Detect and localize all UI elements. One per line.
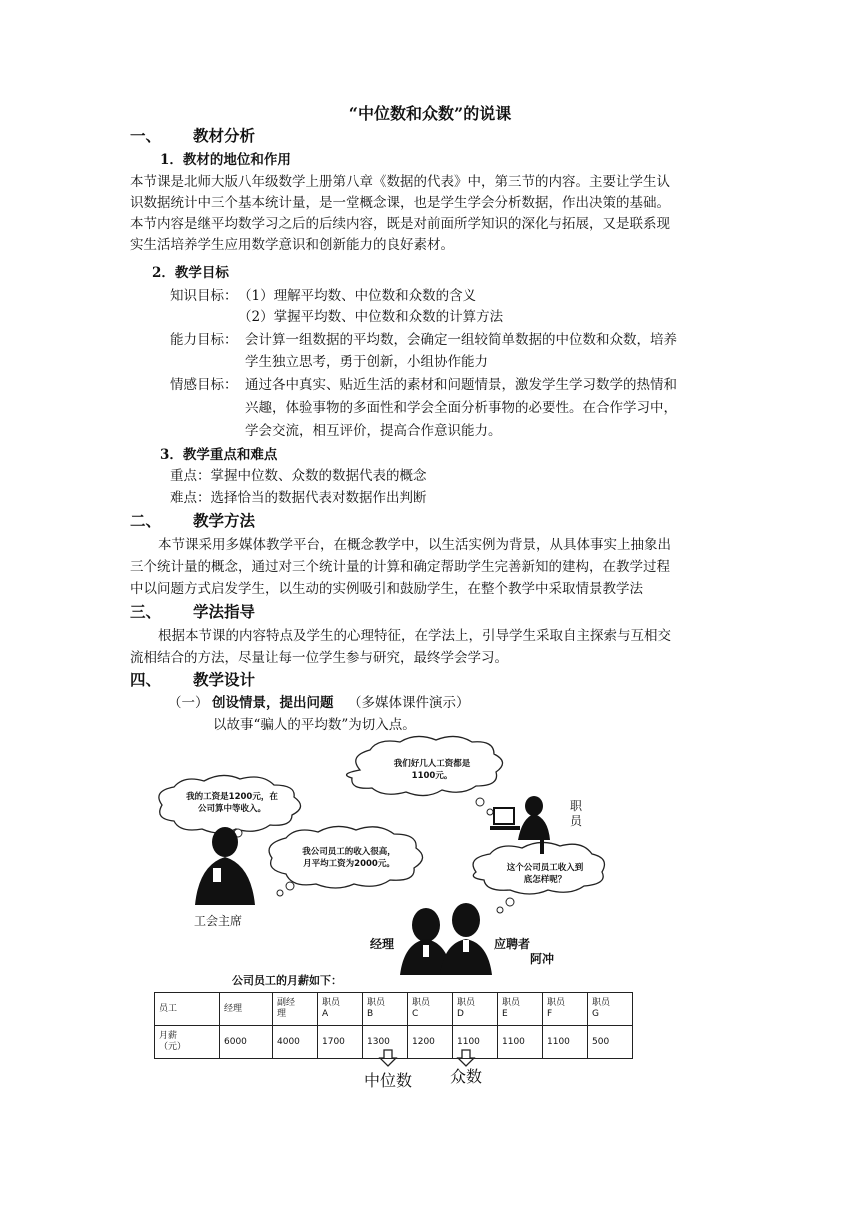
ability-goal-label: 能力目标： bbox=[170, 332, 238, 348]
mode-label: 众数 bbox=[450, 1067, 483, 1086]
section-1-number: 一、 bbox=[130, 126, 162, 145]
section-3-heading: 学法指导 bbox=[193, 602, 256, 621]
table-header-cell: 职员 D bbox=[453, 993, 498, 1026]
applicant-label: 应聘者 bbox=[494, 937, 531, 951]
applicant-speech-text: 这个公司员工收入到 底怎样呢？ bbox=[506, 863, 584, 885]
knowledge-goal-line: （1）理解平均数、中位数和众数的含义 bbox=[238, 288, 477, 304]
difficult-point: 难点：选择恰当的数据代表对数据作出判断 bbox=[170, 490, 427, 506]
paragraph-line: 本节课采用多媒体教学平台，在概念教学中，以生活实例为背景，从具体事实上抽象出 bbox=[158, 537, 671, 553]
manager-applicant-figures bbox=[400, 903, 492, 975]
table-header-cell: 经理 bbox=[220, 993, 273, 1026]
ability-goal-line: 会计算一组数据的平均数，会确定一组较简单数据的中位数和众数，培养 bbox=[245, 332, 677, 348]
story-intro: 以故事“骗人的平均数”为切入点。 bbox=[213, 717, 416, 733]
subsection-1-2-heading: 2．教学目标 bbox=[152, 265, 229, 281]
applicant-name: 阿冲 bbox=[530, 952, 555, 966]
table-cell: 1100 bbox=[498, 1026, 543, 1059]
table-cell: 4000 bbox=[273, 1026, 318, 1059]
document-title: “中位数和众数”的说课 bbox=[348, 104, 512, 123]
section-4-heading: 教学设计 bbox=[193, 670, 256, 689]
salary-table bbox=[154, 992, 633, 1059]
manager-label: 经理 bbox=[370, 937, 395, 951]
table-header-cell: 职员 G bbox=[588, 993, 633, 1026]
paragraph-line: 流相结合的方法，尽量让每一位学生参与研究，最终学会学习。 bbox=[130, 650, 508, 666]
key-point: 重点：掌握中位数、众数的数据代表的概念 bbox=[170, 468, 427, 484]
subsection-4-1-number: （一） bbox=[168, 695, 209, 711]
union-chairman-speech-text: 我的工资是1200元，在 公司算中等收入。 bbox=[186, 792, 278, 814]
section-2-heading: 教学方法 bbox=[193, 511, 256, 530]
table-row bbox=[155, 1026, 633, 1059]
table-cell: 1200 bbox=[408, 1026, 453, 1059]
section-1-heading: 教材分析 bbox=[193, 126, 256, 145]
staff-speech-text: 我们好几人工资都是 1100元。 bbox=[393, 759, 471, 781]
emotion-goal-line: 兴趣，体验事物的多面性和学会全面分析事物的必要性。在合作学习中， bbox=[245, 400, 677, 416]
table-cell: 1100 bbox=[453, 1026, 498, 1059]
table-header-cell: 职员 E bbox=[498, 993, 543, 1026]
staff-label-2: 员 bbox=[570, 814, 583, 828]
paragraph-line: 本节课是北师大版八年级数学上册第八章《数据的代表》中，第三节的内容。主要让学生认 bbox=[130, 174, 670, 190]
paragraph-line: 实生活培养学生应用数学意识和创新能力的良好素材。 bbox=[130, 237, 454, 253]
table-header-cell: 职员 B bbox=[363, 993, 408, 1026]
section-3-number: 三、 bbox=[130, 602, 162, 621]
union-chairman-figure bbox=[195, 827, 255, 905]
emotion-goal-label: 情感目标： bbox=[170, 377, 238, 393]
paragraph-line: 本节内容是继平均数学习之后的后续内容，既是对前面所学知识的深化与拓展，又是联系现 bbox=[130, 216, 670, 232]
paragraph-line: 中以问题方式启发学生，以生动的实例吸引和鼓励学生，在整个教学中采取情景教学法 bbox=[130, 581, 643, 597]
median-label: 中位数 bbox=[364, 1071, 413, 1090]
section-4-number: 四、 bbox=[130, 670, 162, 689]
paragraph-line: 识数据统计中三个基本统计量，是一堂概念课，也是学生学会分析数据，作出决策的基础。 bbox=[130, 195, 670, 211]
section-2-number: 二、 bbox=[130, 511, 162, 530]
knowledge-goal-line: （2）掌握平均数、中位数和众数的计算方法 bbox=[238, 309, 504, 325]
emotion-goal-line: 学会交流，相互评价，提高合作意识能力。 bbox=[245, 423, 502, 439]
salary-table-caption: 公司员工的月薪如下： bbox=[232, 974, 342, 987]
ability-goal-line: 学生独立思考，勇于创新，小组协作能力 bbox=[245, 354, 488, 370]
table-cell: 1700 bbox=[318, 1026, 363, 1059]
table-header-cell: 职员 F bbox=[543, 993, 588, 1026]
knowledge-goal-label: 知识目标： bbox=[170, 288, 238, 304]
union-chairman-label: 工会主席 bbox=[194, 914, 243, 928]
subsection-1-1-heading: 1．教材的地位和作用 bbox=[160, 152, 291, 168]
staff-label-1: 职 bbox=[570, 799, 583, 813]
table-cell: 1100 bbox=[543, 1026, 588, 1059]
staff-figure bbox=[490, 796, 550, 854]
paragraph-line: 根据本节课的内容特点及学生的心理特征，在学法上，引导学生采取自主探索与互相交 bbox=[158, 628, 671, 644]
table-row-label: 月薪 （元） bbox=[155, 1026, 220, 1059]
subsection-4-1-note: （多媒体课件演示） bbox=[348, 695, 470, 711]
table-header-cell: 副经 理 bbox=[273, 993, 318, 1026]
table-cell: 1300 bbox=[363, 1026, 408, 1059]
table-cell: 500 bbox=[588, 1026, 633, 1059]
paragraph-line: 三个统计量的概念，通过对三个统计量的计算和确定帮助学生完善新知的建构，在教学过程 bbox=[130, 559, 670, 575]
table-cell: 6000 bbox=[220, 1026, 273, 1059]
manager-speech-text: 我公司员工的收入很高， 月平均工资为2000元。 bbox=[302, 847, 396, 869]
table-header-cell: 职员 A bbox=[318, 993, 363, 1026]
table-header-cell: 员工 bbox=[155, 993, 220, 1026]
emotion-goal-line: 通过各中真实、贴近生活的素材和问题情景，激发学生学习数学的热情和 bbox=[245, 377, 677, 393]
subsection-1-3-heading: 3．教学重点和难点 bbox=[160, 447, 278, 463]
subsection-4-1-heading: 创设情景，提出问题 bbox=[212, 695, 334, 711]
table-row bbox=[155, 993, 633, 1026]
table-header-cell: 职员 C bbox=[408, 993, 453, 1026]
